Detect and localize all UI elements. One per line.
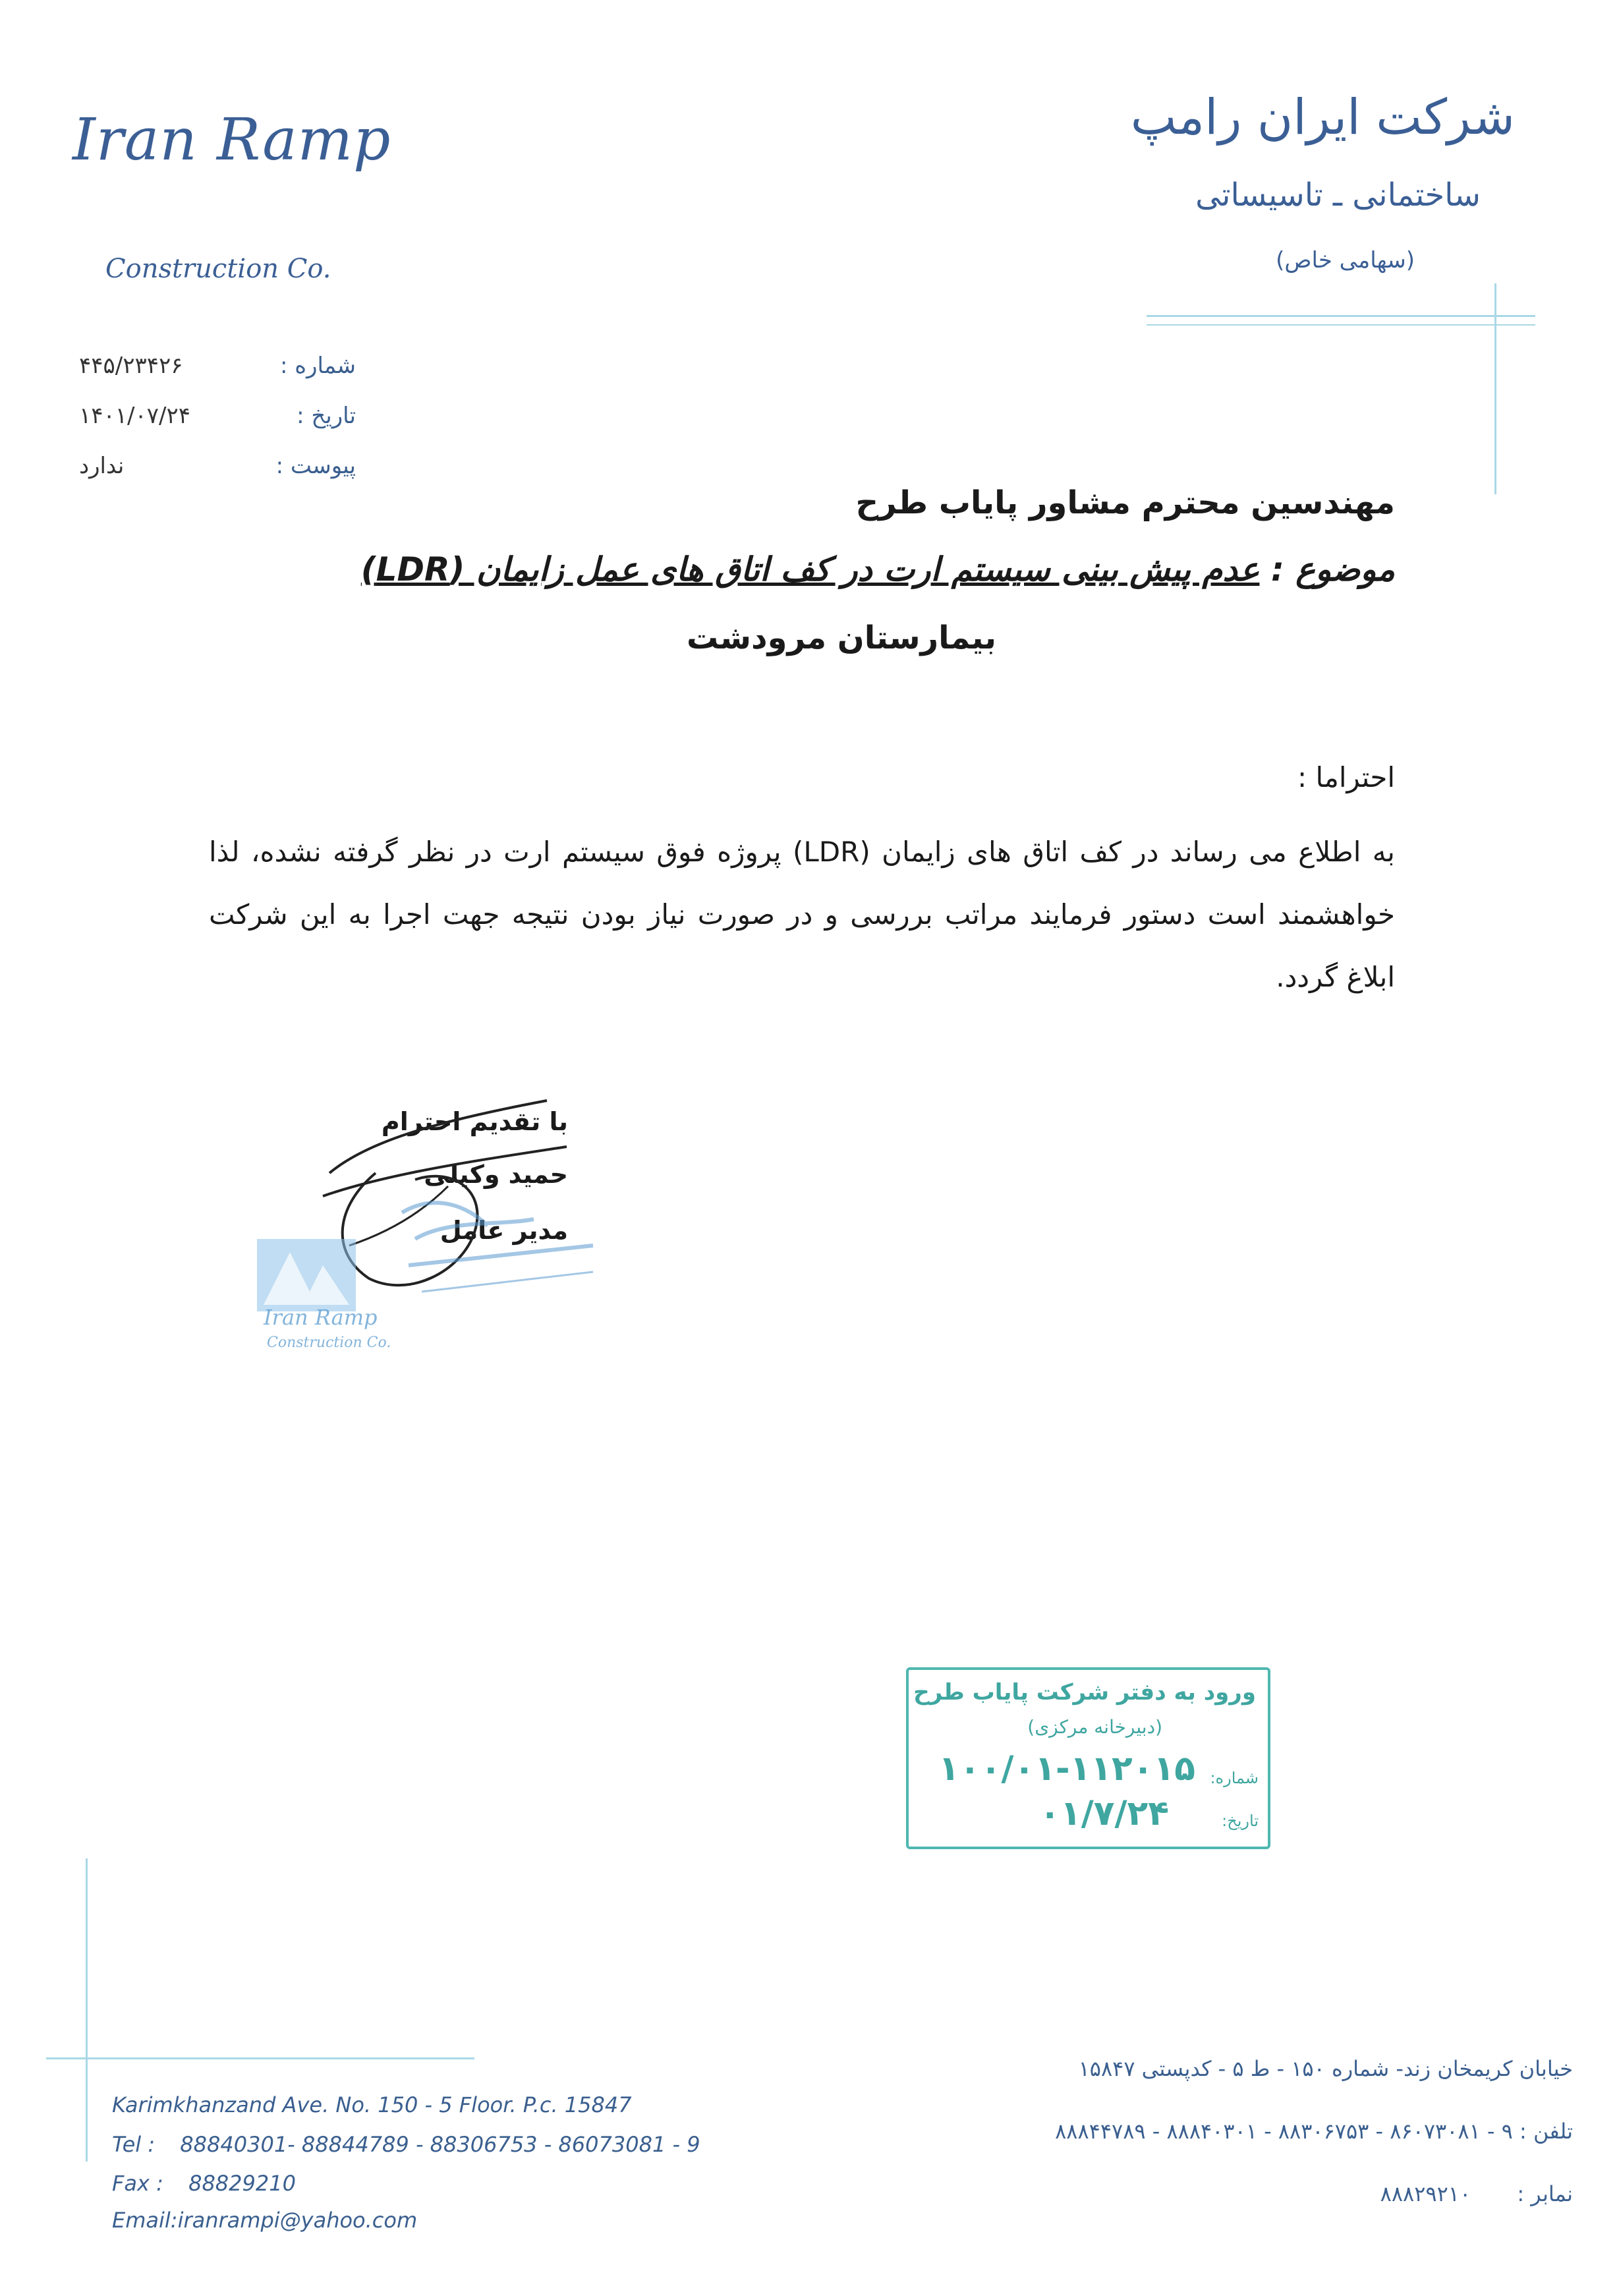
header-rule-bottom bbox=[1147, 324, 1535, 326]
signature-closing: با تقدیم احترام bbox=[381, 1107, 568, 1136]
footer-fax-label-fa: نمابر : bbox=[1517, 2181, 1573, 2206]
received-number-value: ۱۰۰/۰۱-۱۱۲۰۱۵ bbox=[938, 1749, 1195, 1789]
company-name-fa: شرکت ایران رامپ bbox=[1130, 89, 1515, 146]
seal-text-en-sub: Construction Co. bbox=[267, 1335, 391, 1351]
footer-fax-label-en: Fax : bbox=[112, 2171, 163, 2196]
received-date-label: تاریخ: bbox=[1222, 1812, 1259, 1830]
footer-tel-value-en: 88840301- 88844789 - 88306753 - 86073081 - 9 bbox=[180, 2132, 700, 2157]
footer-address-fa: خیابان کریمخان زند- شماره ۱۵۰ - ط ۵ - کدپستی ۱۵۸۴۷ bbox=[1078, 2056, 1573, 2081]
footer-tel-label-en: Tel : bbox=[112, 2132, 156, 2157]
footer-tel-label-fa: تلفن : bbox=[1520, 2119, 1573, 2144]
received-stamp-subtitle: (دبیرخانه مرکزی) bbox=[1027, 1716, 1162, 1738]
subject-line-2: بیمارستان مرودشت bbox=[686, 619, 996, 656]
footer-tel-en bbox=[112, 2132, 700, 2157]
attachment-value: ندارد bbox=[79, 453, 125, 479]
header-rule-vertical bbox=[1494, 283, 1496, 494]
footer-fax-value-fa: ۸۸۸۲۹۲۱۰ bbox=[1380, 2181, 1471, 2206]
date-value: ۱۴۰۱/۰۷/۲۴ bbox=[79, 403, 191, 429]
header-rule-top bbox=[1147, 315, 1535, 317]
footer-address-en: Karimkhanzand Ave. No. 150 - 5 Floor. P.c. 15847 bbox=[112, 2092, 632, 2117]
seal-text-en: Iran Ramp bbox=[264, 1305, 378, 1330]
letter-meta bbox=[79, 353, 356, 503]
signature-name: حمید وکیلی bbox=[424, 1160, 568, 1189]
attachment-label: پیوست : bbox=[275, 453, 356, 479]
footer-tel-value-fa: ۹ - ۸۶۰۷۳۰۸۱ - ۸۸۳۰۶۷۵۳ - ۸۸۸۴۰۳۰۱ - ۸۸۸۴۴۷۸۹ bbox=[1055, 2119, 1513, 2144]
meta-row-attachment bbox=[79, 453, 356, 503]
date-label: تاریخ : bbox=[297, 403, 356, 429]
meta-row-date bbox=[79, 403, 356, 453]
number-label: شماره : bbox=[280, 353, 356, 379]
footer-rule-vertical bbox=[86, 1858, 88, 2162]
meta-row-number bbox=[79, 353, 356, 403]
footer-fax-fa bbox=[1380, 2181, 1573, 2206]
number-value: ۴۴۵/۲۳۴۲۶ bbox=[79, 353, 183, 379]
body-paragraph: به اطلاع می رساند در کف اتاق های زایمان (LDR) پروژه فوق سیستم ارت در نظر گرفته نشده، لذا خواهشمند است دستور فرمایند مراتب بررسی و در صورت نیاز بودن نتیجه جهت اجرا به این شرکت ابلاغ گردد. bbox=[209, 836, 1395, 993]
received-number-label: شماره: bbox=[1210, 1769, 1259, 1787]
company-type-fa: ساختمانی ـ تاسیساتی bbox=[1195, 177, 1481, 214]
received-stamp bbox=[906, 1667, 1270, 1849]
footer-rule-horizontal bbox=[46, 2057, 474, 2059]
greeting: احتراما : bbox=[1297, 761, 1395, 793]
footer-tel-fa bbox=[1055, 2119, 1573, 2144]
company-name-en: Iran Ramp bbox=[72, 105, 391, 173]
recipient: مهندسین محترم مشاور پایاب طرح bbox=[855, 484, 1395, 521]
footer-fax-en bbox=[112, 2171, 296, 2196]
company-subtitle-en: Construction Co. bbox=[105, 254, 331, 284]
received-stamp-title: ورود به دفتر شرکت پایاب طرح bbox=[913, 1679, 1256, 1706]
subject-label: موضوع : bbox=[1270, 550, 1395, 588]
subject-line bbox=[361, 550, 1395, 588]
footer-email-en: Email:iranrampi@yahoo.com bbox=[112, 2208, 418, 2233]
received-date-value: ۰۱/۷/۲۴ bbox=[1039, 1794, 1169, 1833]
subject-text: عدم پیش بینی سیستم ارت در کف اتاق های عمل زایمان (LDR) bbox=[360, 550, 1260, 588]
company-legal-fa: (سهامی خاص) bbox=[1276, 247, 1415, 273]
signature-title: مدیر عامل bbox=[440, 1216, 568, 1245]
footer-fax-value-en: 88829210 bbox=[188, 2171, 296, 2196]
